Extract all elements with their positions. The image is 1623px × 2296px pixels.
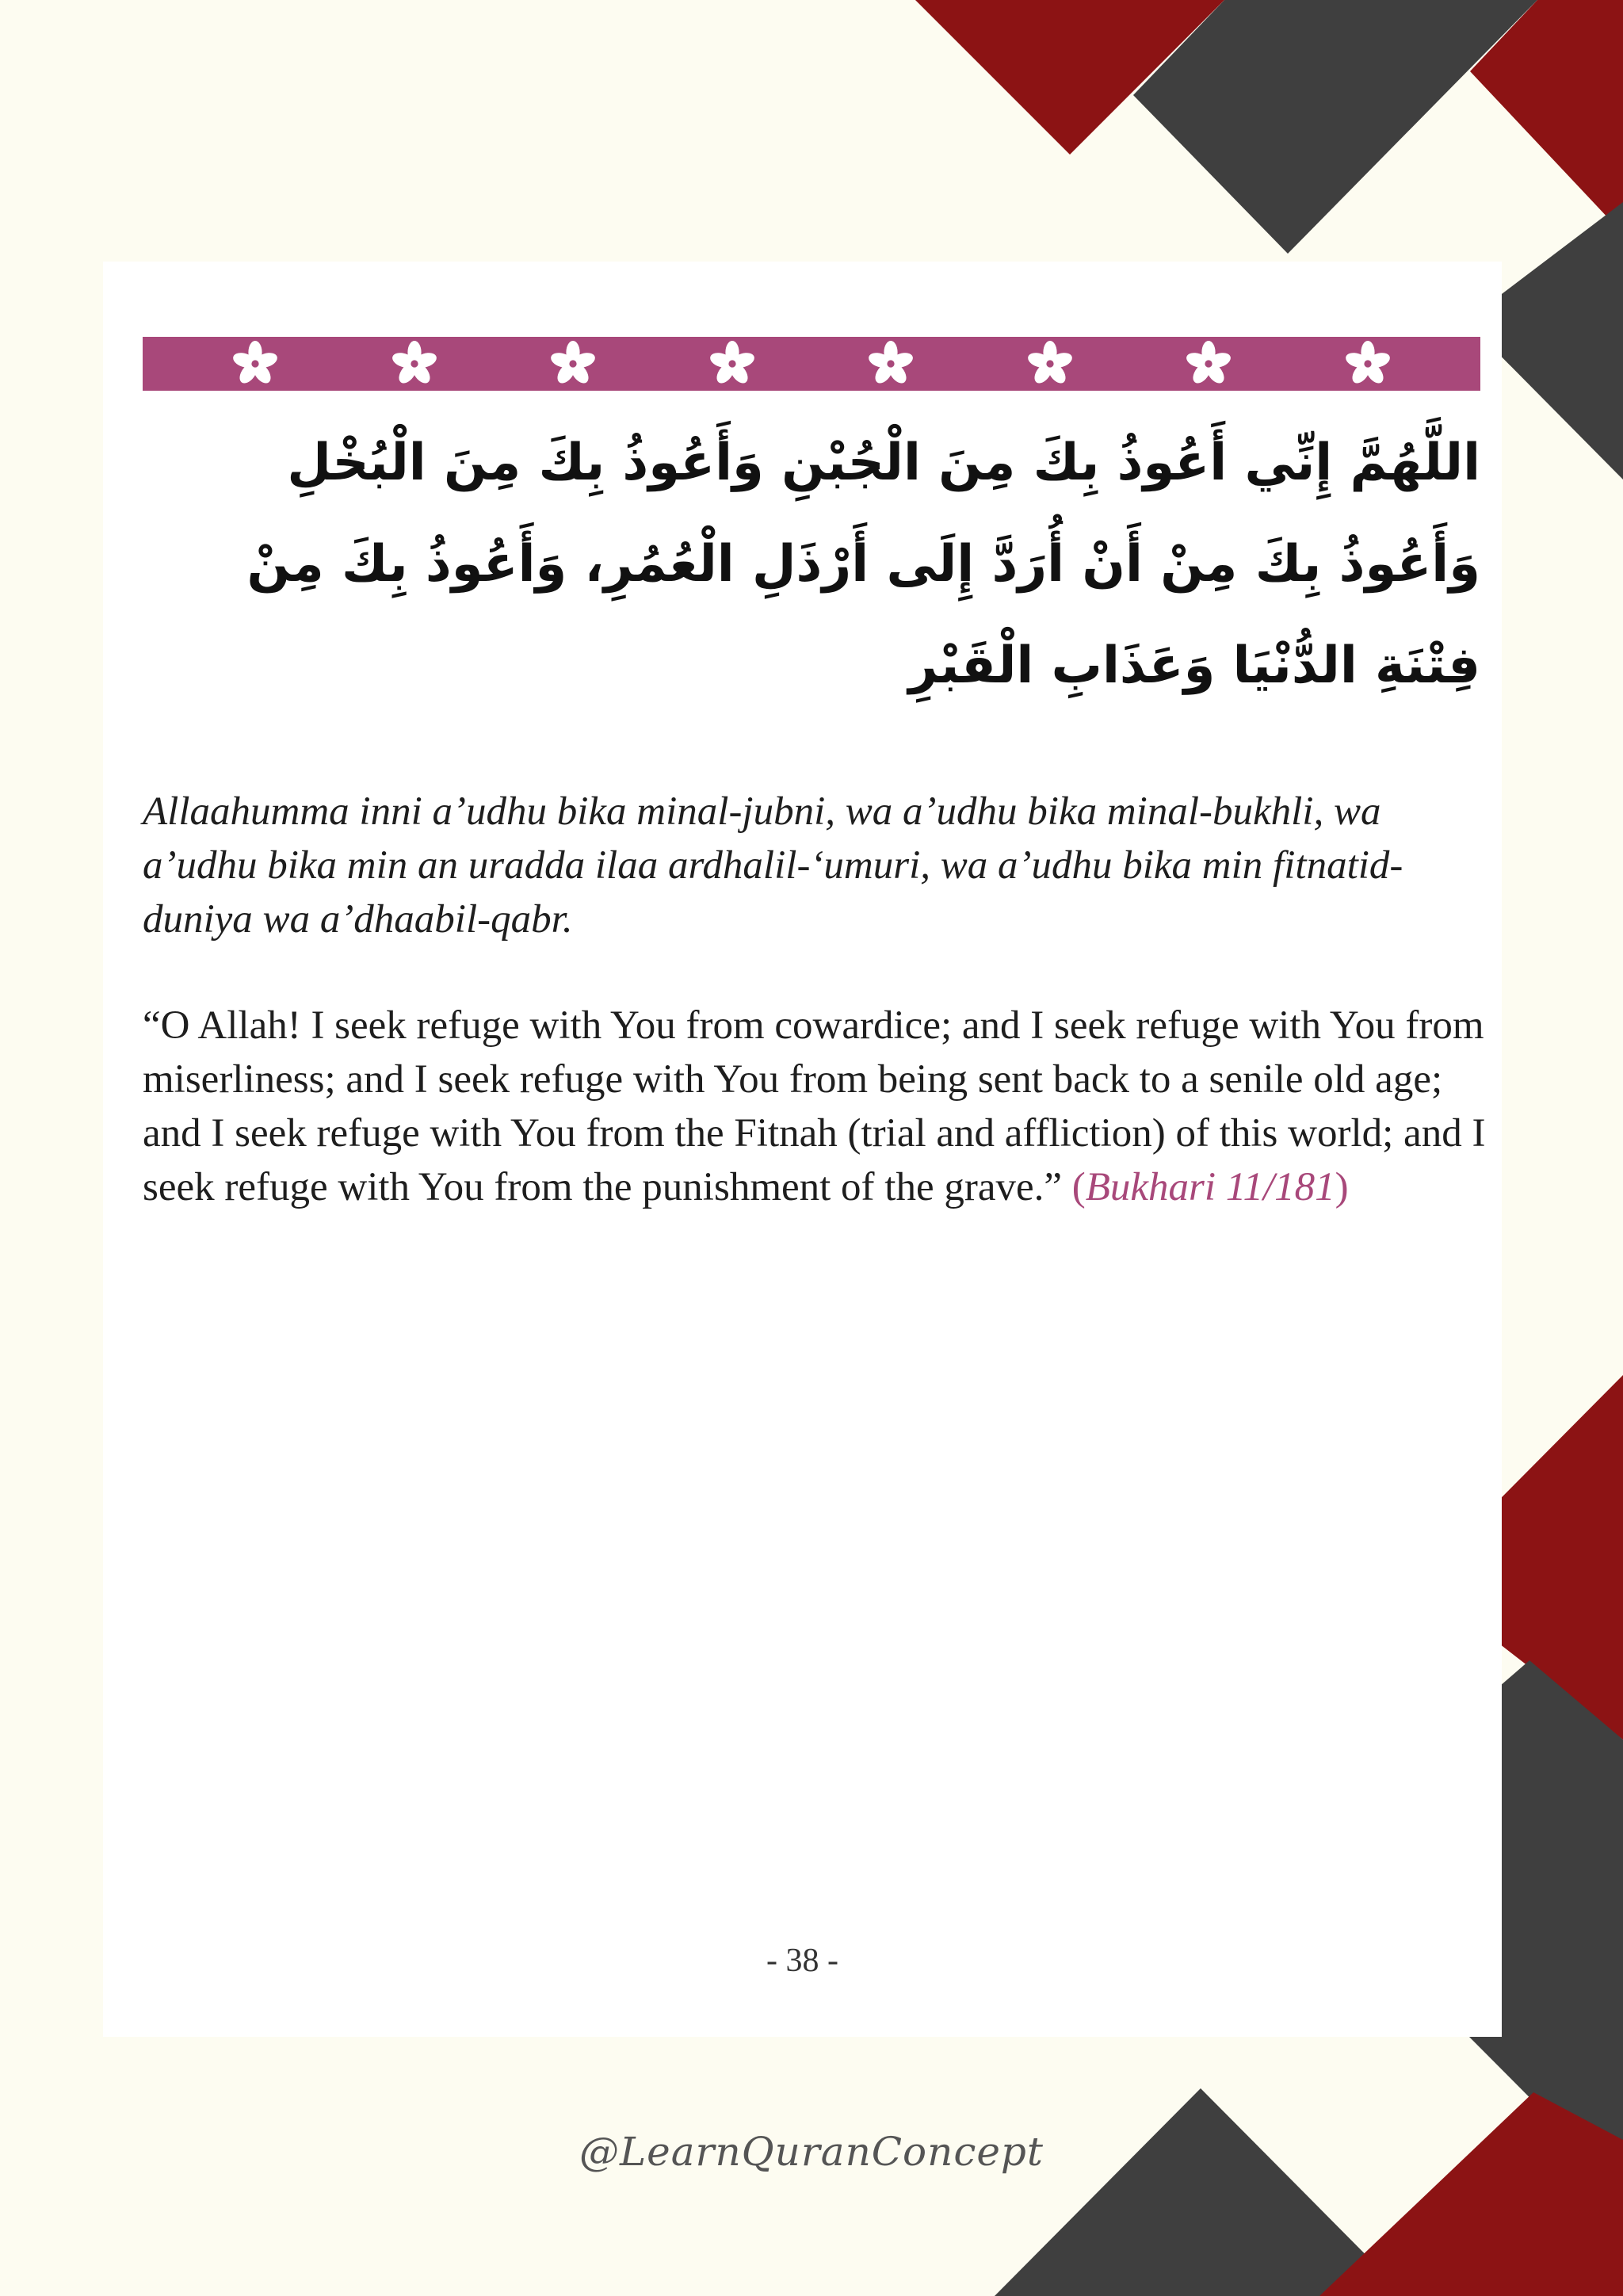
- reference-open: (: [1071, 1165, 1086, 1209]
- flower-icon: [388, 338, 441, 390]
- flower-icon: [229, 338, 281, 390]
- arabic-dua: اللَّهُمَّ إِنِّي أَعُوذُ بِكَ مِنَ الْجُبْنِ وَأَعُوذُ بِكَ مِنَ الْبُخْلِ وَأَعُوذُ بِكَ مِنْ أَنْ أُرَدَّ إِلَى أَرْذَلِ الْعُمُرِ، وَأَعُوذُ بِكَ مِنْ فِتْنَةِ الدُّنْيَا وَعَذَابِ الْقَبْرِ: [246, 434, 1480, 695]
- page-number: - 38 -: [766, 1943, 838, 1979]
- translation: [143, 999, 1490, 1214]
- transliteration: Allaahumma inni a’udhu bika minal-jubni, wa a’udhu bika minal-bukhli, wa a’udhu bika min an uradda ilaa ardhalil-‘umuri, wa a’udhu bika min fitnatid-duniya wa a’dhaabil-qabr.: [143, 789, 1403, 942]
- flower-icon: [1024, 338, 1076, 390]
- reference-close: ): [1335, 1165, 1349, 1209]
- flower-icon: [865, 338, 917, 390]
- watermark: @LearnQuranConcept: [579, 2129, 1044, 2175]
- flower-icon: [547, 338, 599, 390]
- page-card: [103, 262, 1502, 2037]
- translation-text: “O Allah! I seek refuge with You from cowardice; and I seek refuge with You from miserliness; and I seek refuge with You from being sent back to a senile old age; and I seek refuge with You from the Fitnah (trial and affliction) of this world; and I seek refuge with You from the punishment of the grave.”: [143, 1003, 1486, 1209]
- bottom-dark-triangle: [995, 2088, 1407, 2296]
- flower-banner: [143, 337, 1480, 391]
- bottom-red-triangle: [1319, 2092, 1623, 2296]
- reference: [1072, 1165, 1349, 1209]
- flower-icon: [1342, 338, 1394, 390]
- top-dark-triangle: [1133, 0, 1537, 254]
- flower-icon: [1182, 338, 1235, 390]
- reference-source: Bukhari 11/181: [1085, 1165, 1335, 1209]
- flower-icon: [706, 338, 758, 390]
